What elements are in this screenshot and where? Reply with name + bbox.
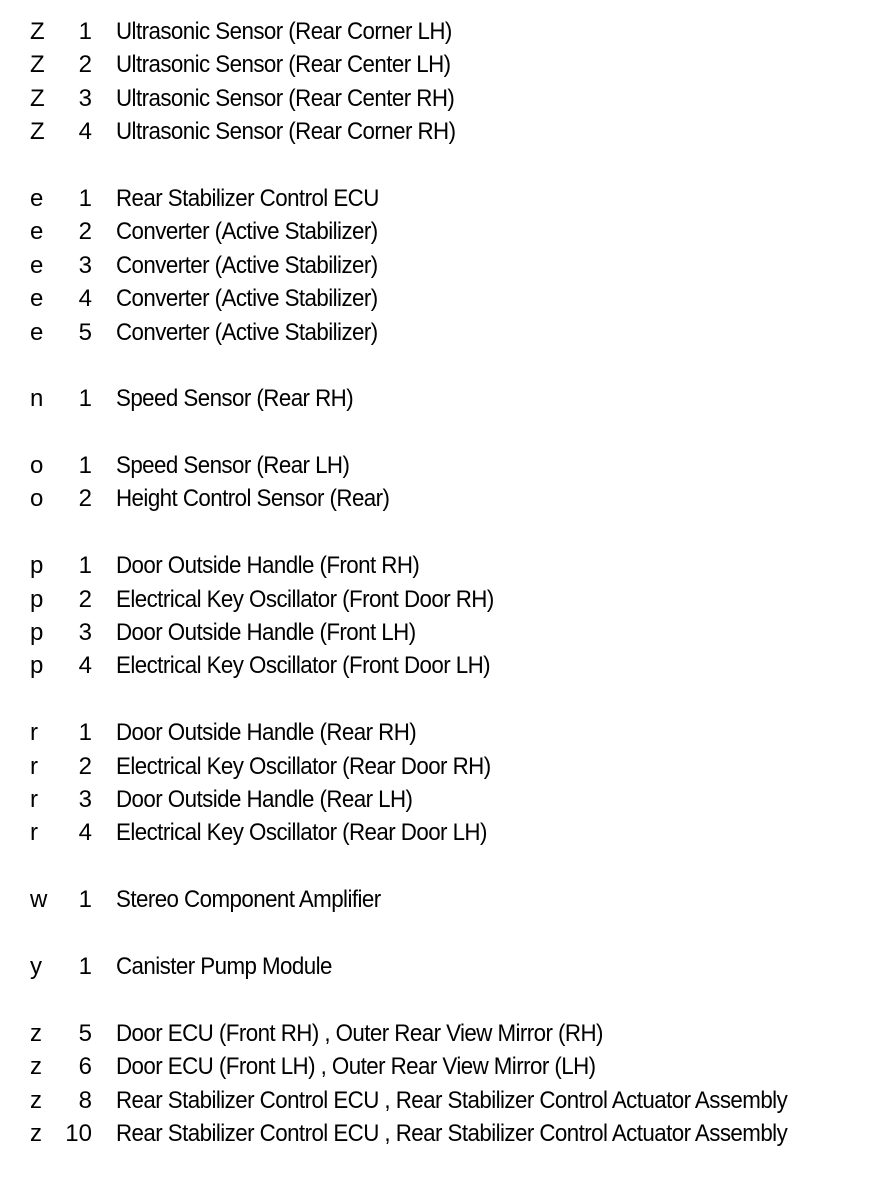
connector-group-z xyxy=(0,1017,880,1151)
component-name: Rear Stabilizer Control ECU , Rear Stabilizer Control Actuator Assembly xyxy=(116,1086,788,1114)
component-name: Rear Stabilizer Control ECU , Rear Stabilizer Control Actuator Assembly xyxy=(116,1119,788,1147)
connector-row xyxy=(0,716,880,749)
connector-number: 2 xyxy=(78,585,92,613)
connector-code: Z xyxy=(30,84,45,112)
connector-code: o xyxy=(30,485,44,513)
connector-code: z xyxy=(30,1086,42,1114)
connector-number: 1 xyxy=(78,552,92,580)
connector-number: 8 xyxy=(78,1086,92,1114)
connector-number: 4 xyxy=(78,285,92,313)
connector-number: 5 xyxy=(78,1019,92,1047)
connector-number: 2 xyxy=(78,752,92,780)
connector-code: e xyxy=(30,318,44,346)
connector-row xyxy=(0,215,880,248)
connector-code: y xyxy=(30,952,42,980)
connector-code: n xyxy=(30,385,44,413)
connector-list xyxy=(0,15,880,1184)
connector-row xyxy=(0,816,880,849)
connector-row xyxy=(0,1050,880,1083)
component-name: Ultrasonic Sensor (Rear Corner LH) xyxy=(116,18,452,45)
component-name: Door Outside Handle (Rear LH) xyxy=(116,785,413,813)
connector-row xyxy=(0,115,880,148)
connector-code: Z xyxy=(30,118,45,146)
connector-number: 10 xyxy=(65,1119,92,1147)
connector-code: e xyxy=(30,285,44,313)
connector-code: r xyxy=(30,719,38,747)
component-name: Stereo Component Amplifier xyxy=(116,886,381,914)
component-name: Electrical Key Oscillator (Front Door LH) xyxy=(116,652,491,680)
connector-number: 2 xyxy=(78,51,92,79)
connector-row xyxy=(0,182,880,215)
component-name: Height Control Sensor (Rear) xyxy=(116,485,390,513)
connector-number: 2 xyxy=(78,485,92,513)
component-name: Converter (Active Stabilizer) xyxy=(116,318,378,346)
connector-row xyxy=(0,1117,880,1150)
connector-number: 1 xyxy=(78,719,92,747)
connector-row xyxy=(0,48,880,81)
connector-row xyxy=(0,249,880,282)
connector-group-e xyxy=(0,182,880,349)
component-name: Ultrasonic Sensor (Rear Corner RH) xyxy=(116,118,456,146)
connector-number: 1 xyxy=(78,184,92,212)
component-name: Rear Stabilizer Control ECU xyxy=(116,184,379,212)
component-name: Electrical Key Oscillator (Rear Door RH) xyxy=(116,752,491,780)
connector-row xyxy=(0,583,880,616)
connector-row xyxy=(0,750,880,783)
connector-code: p xyxy=(30,585,44,613)
connector-group-r xyxy=(0,716,880,850)
component-name: Ultrasonic Sensor (Rear Center RH) xyxy=(116,84,455,112)
component-name: Converter (Active Stabilizer) xyxy=(116,251,378,279)
component-name: Door Outside Handle (Front RH) xyxy=(116,552,420,580)
connector-group-p xyxy=(0,549,880,683)
connector-code: w xyxy=(30,886,48,914)
connector-code: r xyxy=(30,752,38,780)
component-name: Door Outside Handle (Rear RH) xyxy=(116,719,417,747)
component-name: Door ECU (Front LH) , Outer Rear View Mirror (LH) xyxy=(116,1053,596,1081)
connector-group-w xyxy=(0,883,880,916)
connector-number: 6 xyxy=(78,1053,92,1081)
connector-code: p xyxy=(30,619,44,647)
connector-number: 1 xyxy=(78,452,92,480)
component-name: Canister Pump Module xyxy=(116,952,332,980)
connector-code: e xyxy=(30,251,44,279)
component-name: Electrical Key Oscillator (Front Door RH) xyxy=(116,585,494,613)
connector-row xyxy=(0,649,880,682)
connector-number: 5 xyxy=(78,318,92,346)
connector-number: 3 xyxy=(78,785,92,813)
connector-code: z xyxy=(30,1053,42,1081)
connector-group-y xyxy=(0,950,880,983)
component-name: Electrical Key Oscillator (Rear Door LH) xyxy=(116,819,487,847)
connector-row xyxy=(0,616,880,649)
connector-row xyxy=(0,382,880,415)
connector-number: 4 xyxy=(78,819,92,847)
connector-number: 4 xyxy=(78,118,92,146)
connector-number: 3 xyxy=(78,84,92,112)
connector-row xyxy=(0,1084,880,1117)
component-name: Speed Sensor (Rear RH) xyxy=(116,385,354,413)
connector-number: 1 xyxy=(78,18,92,45)
connector-row xyxy=(0,316,880,349)
connector-code: p xyxy=(30,652,44,680)
connector-code: Z xyxy=(30,18,45,45)
connector-row xyxy=(0,783,880,816)
connector-group-o xyxy=(0,449,880,516)
connector-row xyxy=(0,883,880,916)
connector-number: 2 xyxy=(78,218,92,246)
connector-code: Z xyxy=(30,51,45,79)
connector-row xyxy=(0,282,880,315)
connector-code: e xyxy=(30,184,44,212)
connector-row xyxy=(0,1017,880,1050)
component-name: Door ECU (Front RH) , Outer Rear View Mirror (RH) xyxy=(116,1019,603,1047)
connector-number: 3 xyxy=(78,251,92,279)
connector-number: 1 xyxy=(78,952,92,980)
connector-number: 3 xyxy=(78,619,92,647)
connector-row xyxy=(0,449,880,482)
connector-code: z xyxy=(30,1019,42,1047)
connector-row xyxy=(0,549,880,582)
component-name: Speed Sensor (Rear LH) xyxy=(116,452,350,480)
connector-group-Z xyxy=(0,15,880,149)
connector-row xyxy=(0,482,880,515)
connector-number: 1 xyxy=(78,886,92,914)
connector-group-n xyxy=(0,382,880,415)
connector-number: 1 xyxy=(78,385,92,413)
connector-code: o xyxy=(30,452,44,480)
component-name: Converter (Active Stabilizer) xyxy=(116,218,378,246)
connector-code: r xyxy=(30,819,38,847)
connector-number: 4 xyxy=(78,652,92,680)
component-name: Converter (Active Stabilizer) xyxy=(116,285,378,313)
connector-row xyxy=(0,950,880,983)
connector-code: r xyxy=(30,785,38,813)
connector-code: z xyxy=(30,1119,42,1147)
connector-code: e xyxy=(30,218,44,246)
component-name: Ultrasonic Sensor (Rear Center LH) xyxy=(116,51,451,79)
component-name: Door Outside Handle (Front LH) xyxy=(116,619,416,647)
connector-code: p xyxy=(30,552,44,580)
connector-row xyxy=(0,82,880,115)
connector-row xyxy=(0,15,880,48)
